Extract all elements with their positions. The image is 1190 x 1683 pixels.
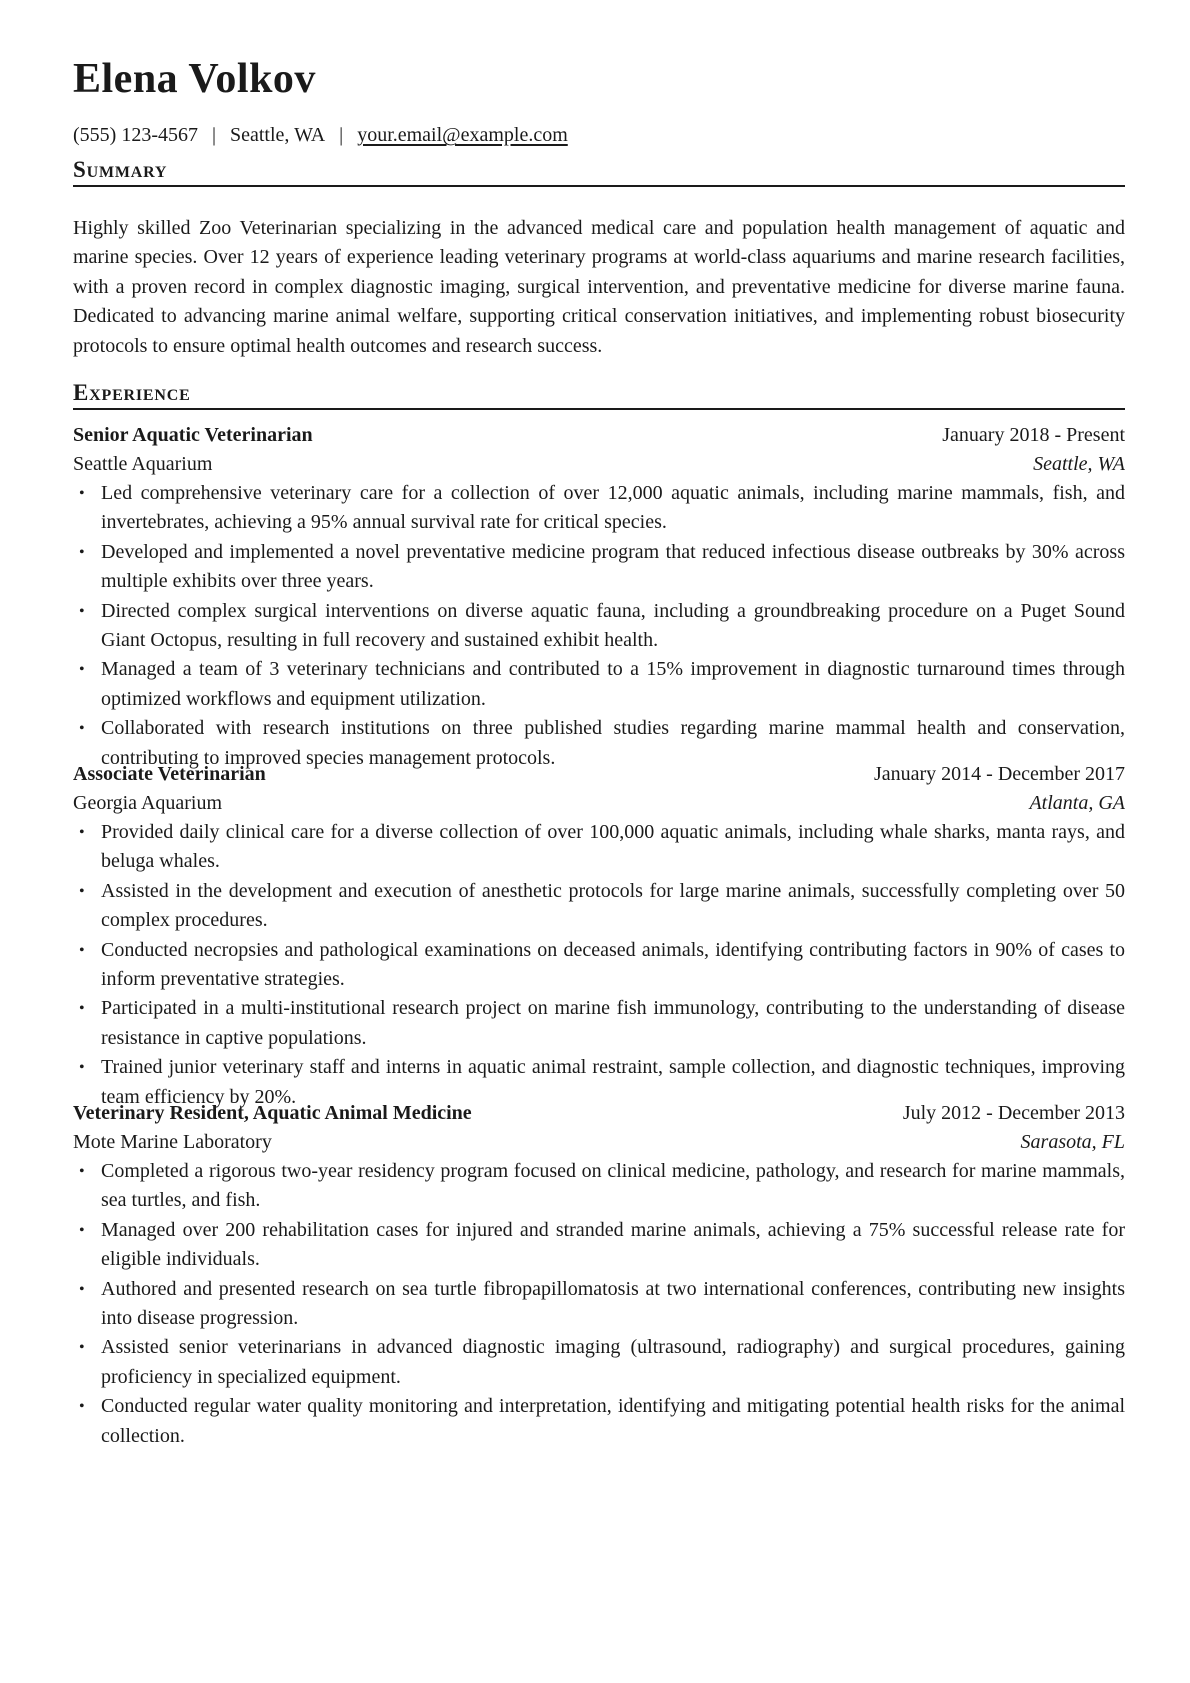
job-location: Atlanta, GA — [1029, 792, 1125, 814]
job-organization: Seattle Aquarium — [73, 453, 213, 475]
bullet-icon: • — [79, 1280, 85, 1298]
bullet-icon: • — [79, 1000, 85, 1018]
bullet-icon: • — [79, 1221, 85, 1239]
job-title: Veterinary Resident, Aquatic Animal Medicine — [73, 1102, 472, 1124]
bullet-text: Completed a rigorous two-year residency program focused on clinical medicine, pathology, and research for marine mammals, sea turtles, and fish. — [101, 1160, 1125, 1212]
job-title: Senior Aquatic Veterinarian — [73, 424, 313, 446]
bullet-icon: • — [79, 485, 85, 502]
bullet-text: Provided daily clinical care for a diverse collection of over 100,000 aquatic animals, including whale sharks, manta rays, and beluga whales. — [101, 821, 1125, 873]
bullet-item — [73, 1392, 1125, 1451]
bullet-icon: • — [79, 602, 85, 620]
job-title: Associate Veterinarian — [73, 763, 266, 785]
bullet-icon: • — [79, 1398, 85, 1416]
bullet-icon: • — [79, 824, 85, 841]
job-entry — [73, 1099, 1125, 1451]
bullet-item — [73, 1216, 1125, 1275]
bullet-item — [73, 818, 1125, 877]
job-dates: January 2014 - December 2017 — [873, 763, 1125, 785]
job-location: Sarasota, FL — [1020, 1131, 1125, 1153]
bullet-item — [73, 538, 1125, 597]
job-organization: Mote Marine Laboratory — [73, 1131, 272, 1153]
summary-text: Highly skilled Zoo Veterinarian specializing in the advanced medical care and population health management of aquatic and marine species. Over 12 years of experience leading veterinary programs at world-class aquariums and marine research facilities, with a proven record in complex diagnostic imaging, surgical intervention, and preventative medicine for diverse marine fauna. Dedicated to advancing marine animal welfare, supporting critical conservation initiatives, and implementing robust biosecurity protocols to ensure optimal health outcomes and research success. — [73, 217, 1125, 357]
bullet-icon: • — [79, 882, 85, 900]
bullet-text: Assisted in the development and execution of anesthetic protocols for large marine animals, successfully completing over 50 complex procedures. — [101, 879, 1125, 932]
bullet-item — [73, 1275, 1125, 1334]
bullet-text: Developed and implemented a novel preventative medicine program that reduced infectious disease outbreaks by 30% across multiple exhibits over three years. — [101, 540, 1125, 593]
experience-heading: Experience — [73, 380, 1125, 410]
bullet-item — [73, 655, 1125, 714]
bullet-text: Managed a team of 3 veterinary technicians and contributed to a 15% improvement in diagnostic turnaround times through optimized workflows and equipment utilization. — [101, 658, 1125, 710]
contact-separator: | — [211, 124, 216, 146]
bullet-text: Conducted regular water quality monitoring and interpretation, identifying and mitigating potential health risks for the animal collection. — [101, 1395, 1125, 1447]
bullet-item — [73, 1333, 1125, 1392]
bullet-item — [73, 936, 1125, 995]
job-bullets — [73, 818, 1125, 1112]
bullet-icon: • — [79, 1163, 85, 1180]
job-org-row — [73, 1128, 1125, 1157]
bullet-text: Led comprehensive veterinary care for a collection of over 12,000 aquatic animals, including marine mammals, fish, and invertebrates, achieving a 95% annual survival rate for critical species. — [101, 482, 1125, 534]
job-org-row — [73, 450, 1125, 479]
candidate-name: Elena Volkov — [73, 56, 316, 102]
contact-line — [73, 122, 568, 148]
bullet-text: Directed complex surgical interventions on diverse aquatic fauna, including a groundbreaking procedure on a Puget Sound Giant Octopus, resulting in full recovery and sustained exhibit health. — [101, 599, 1125, 652]
job-header-row — [73, 1099, 1125, 1128]
job-bullets — [73, 479, 1125, 773]
job-location: Seattle, WA — [1033, 453, 1125, 475]
job-bullets — [73, 1157, 1125, 1451]
bullet-text: Conducted necropsies and pathological examinations on deceased animals, identifying contributing factors in 90% of cases to inform preventative strategies. — [101, 938, 1125, 991]
job-org-row — [73, 789, 1125, 818]
bullet-item — [73, 597, 1125, 656]
bullet-text: Trained junior veterinary staff and interns in aquatic animal restraint, sample collection, and diagnostic techniques, improving team efficiency by 20%. — [101, 1056, 1125, 1108]
bullet-icon: • — [79, 1059, 85, 1077]
job-organization: Georgia Aquarium — [73, 792, 223, 814]
email-link[interactable]: your.email@example.com — [357, 124, 568, 146]
job-header-row — [73, 760, 1125, 789]
bullet-item — [73, 479, 1125, 538]
bullet-icon: • — [79, 941, 85, 959]
contact-separator: | — [339, 124, 344, 146]
job-header-row — [73, 421, 1125, 450]
bullet-icon: • — [79, 1339, 85, 1357]
bullet-icon: • — [79, 543, 85, 561]
bullet-icon: • — [79, 661, 85, 679]
phone-number: (555) 123-4567 — [73, 124, 198, 146]
summary-heading: Summary — [73, 157, 1125, 187]
bullet-text: Authored and presented research on sea turtle fibropapillomatosis at two international conferences, contributing new insights into disease progression. — [101, 1277, 1125, 1330]
bullet-text: Managed over 200 rehabilitation cases for injured and stranded marine animals, achieving a 75% successful release rate for eligible individuals. — [101, 1218, 1125, 1271]
job-dates: January 2018 - Present — [942, 424, 1125, 446]
bullet-text: Participated in a multi-institutional research project on marine fish immunology, contributing to the understanding of disease resistance in captive populations. — [101, 997, 1125, 1049]
bullet-item — [73, 994, 1125, 1053]
bullet-text: Collaborated with research institutions on three published studies regarding marine mammal health and conservation, contributing to improved species management protocols. — [101, 717, 1125, 769]
bullet-item — [73, 877, 1125, 936]
job-entry — [73, 760, 1125, 1112]
location-text: Seattle, WA — [230, 124, 326, 146]
job-entry — [73, 421, 1125, 773]
bullet-text: Assisted senior veterinarians in advanced diagnostic imaging (ultrasound, radiography) and surgical procedures, gaining proficiency in specialized equipment. — [101, 1336, 1125, 1388]
bullet-icon: • — [79, 720, 85, 738]
bullet-item — [73, 1157, 1125, 1216]
job-dates: July 2012 - December 2013 — [902, 1102, 1125, 1124]
